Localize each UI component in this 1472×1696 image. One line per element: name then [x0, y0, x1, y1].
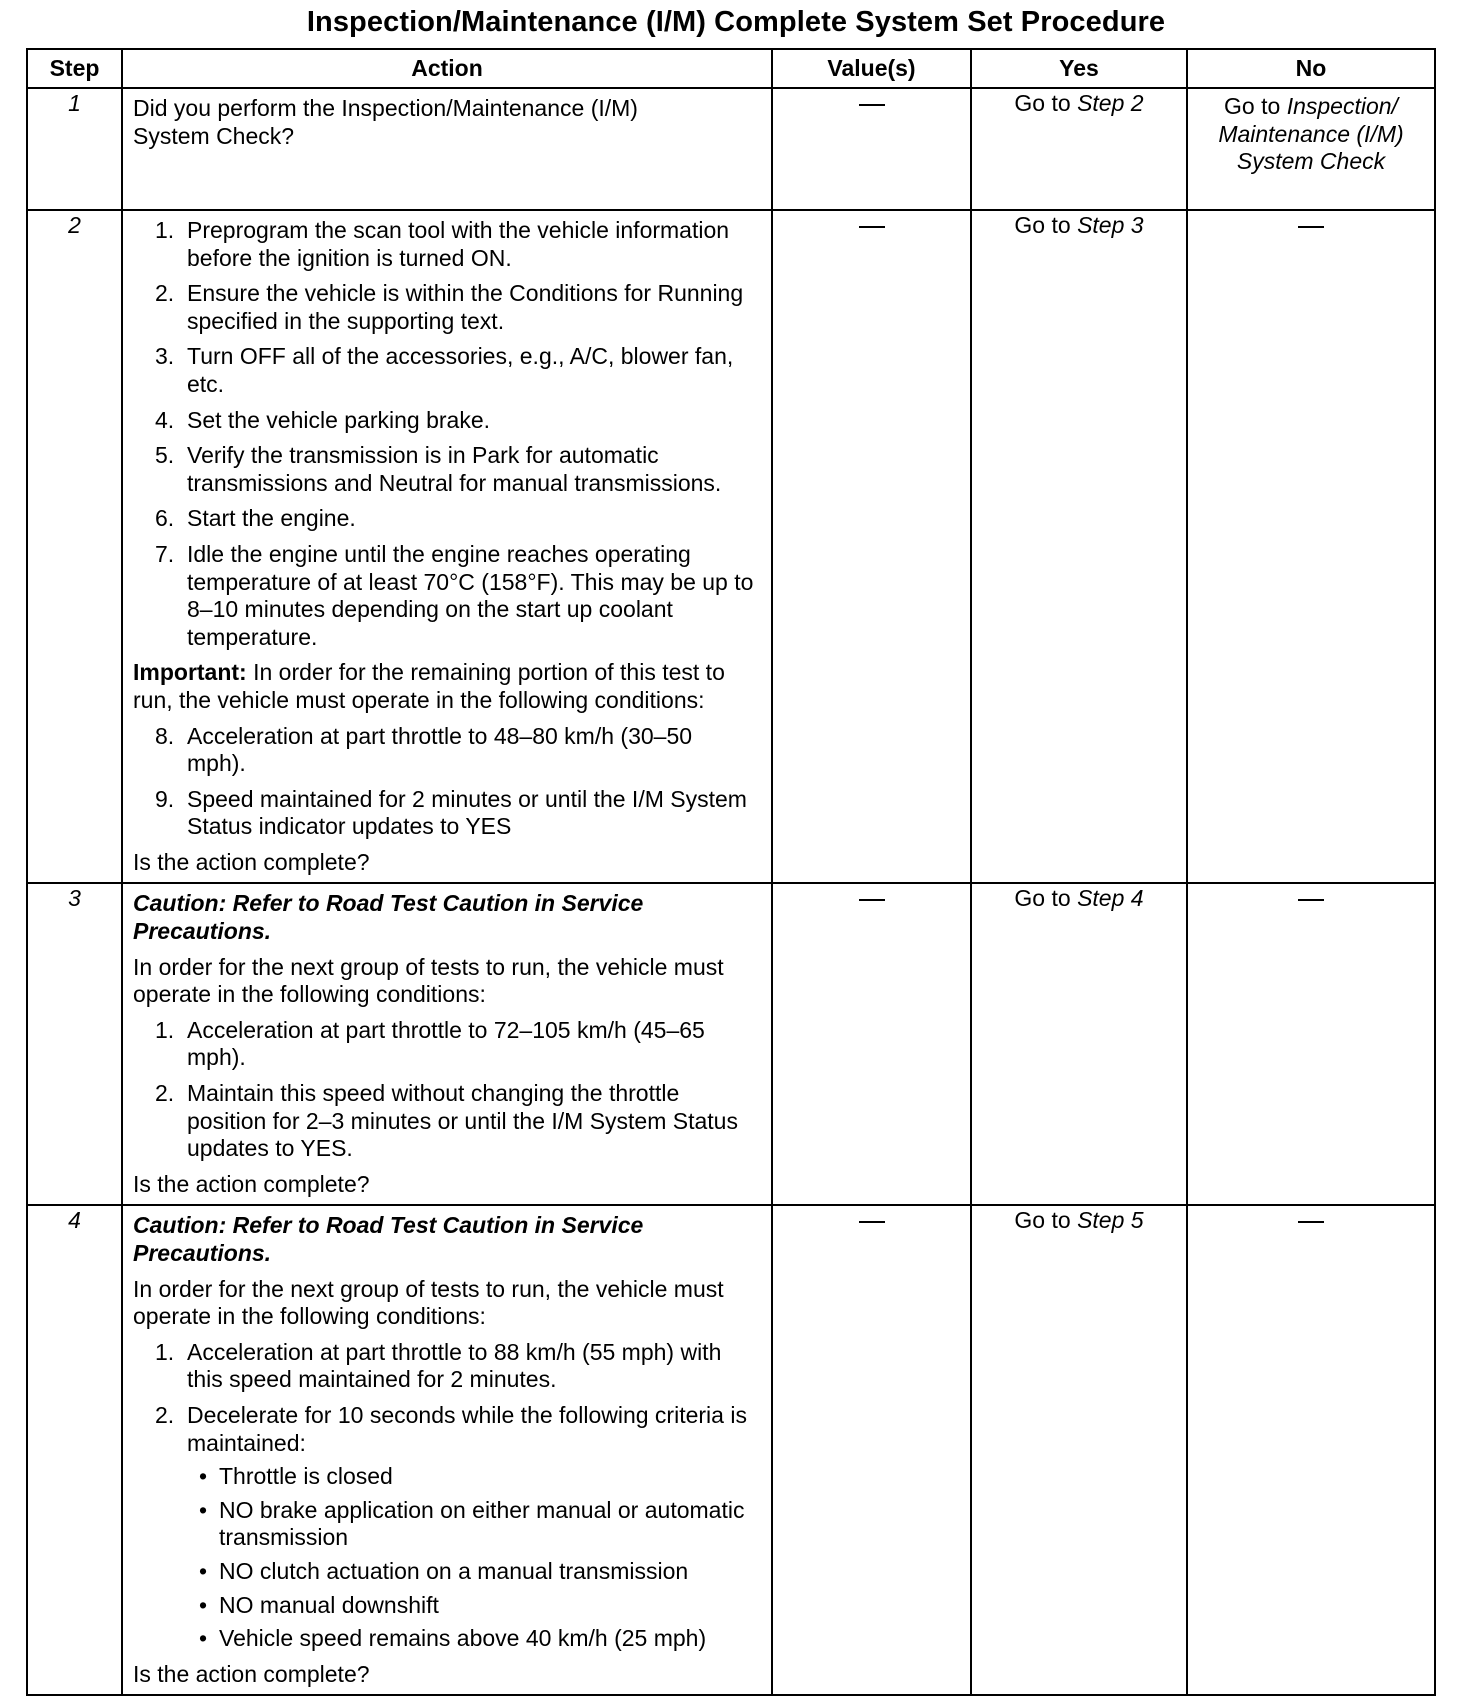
list-item: 1. Acceleration at part throttle to 88 km/h (55 mph) with this speed maintained for 2 minutes.: [155, 1338, 722, 1393]
yes-link[interactable]: Step 4: [1077, 885, 1144, 912]
action-cell: [122, 210, 772, 883]
step-number: 4: [27, 1205, 122, 1695]
value-dash: [859, 104, 885, 106]
caution-note: Caution: Refer to Road Test Caution in Service Precautions.: [133, 890, 644, 945]
table-row-step-4: [27, 1205, 1435, 1695]
header-step: Step: [27, 49, 122, 88]
action-steps: [133, 217, 757, 651]
caution-note: Caution: Refer to Road Test Caution in Service Precautions.: [133, 1212, 644, 1266]
action-cell: [122, 1205, 772, 1695]
action-steps-continued: [133, 723, 757, 841]
yes-link[interactable]: Step 2: [1077, 90, 1144, 116]
no-link[interactable]: Inspection/ Maintenance (I/M) System Check: [1218, 93, 1404, 175]
yes-cell[interactable]: Go to Step 4: [971, 883, 1187, 1205]
action-intro: In order for the next group of tests to run, the vehicle must operate in the following conditions:: [133, 953, 724, 1008]
bullet-item: • Throttle is closed: [199, 1463, 393, 1490]
no-cell: [1187, 210, 1435, 883]
action-steps: [133, 1017, 757, 1163]
list-item: 4. Set the vehicle parking brake.: [155, 406, 491, 433]
no-cell[interactable]: Go to Inspection/ Maintenance (I/M) System Check: [1187, 88, 1435, 210]
action-question: Did you perform the Inspection/Maintenance (I/M) System Check?: [133, 95, 638, 149]
table-row-step-2: [27, 210, 1435, 883]
bullet-item: • NO clutch actuation on a manual transmission: [199, 1557, 689, 1584]
list-item: 3. Turn OFF all of the accessories, e.g., A/C, blower fan, etc.: [155, 343, 734, 397]
list-item: 1. Acceleration at part throttle to 72–105 km/h (45–65 mph).: [155, 1016, 705, 1071]
bullet-item: • NO manual downshift: [199, 1591, 439, 1618]
value-cell: [772, 883, 971, 1205]
action-intro: In order for the next group of tests to run, the vehicle must operate in the following conditions:: [133, 1275, 724, 1330]
list-item: 6. Start the engine.: [155, 505, 356, 532]
header-values: Value(s): [772, 49, 971, 88]
step-number: 3: [27, 883, 122, 1205]
list-item: 9. Speed maintained for 2 minutes or until the I/M System Status indicator updates to YES: [155, 785, 747, 840]
list-item: 2. Maintain this speed without changing the throttle position for 2–3 minutes or until the I/M System Status updates to YES.: [155, 1080, 738, 1162]
no-cell: [1187, 1205, 1435, 1695]
list-item: 7. Idle the engine until the engine reaches operating temperature of at least 70°C (158°F). This may be up to 8–10 minutes depending on the start up coolant temperature.: [155, 540, 754, 650]
value-cell: [772, 210, 971, 883]
action-question: Is the action complete?: [133, 1170, 370, 1197]
table-header-row: [27, 49, 1435, 88]
action-cell: [122, 88, 772, 210]
table-row-step-3: [27, 883, 1435, 1205]
action-steps: [133, 1339, 757, 1653]
step-number: 1: [27, 88, 122, 210]
action-question: Is the action complete?: [133, 848, 370, 875]
value-cell: [772, 1205, 971, 1695]
no-cell: [1187, 883, 1435, 1205]
list-item: 8. Acceleration at part throttle to 48–80 km/h (30–50 mph).: [155, 722, 693, 777]
table-row-step-1: [27, 88, 1435, 210]
value-cell: [772, 88, 971, 210]
action-question: Is the action complete?: [133, 1660, 370, 1687]
action-cell: [122, 883, 772, 1205]
step-number: 2: [27, 210, 122, 883]
page-title: Inspection/Maintenance (I/M) Complete System Set Procedure: [306, 6, 1166, 38]
header-action: Action: [122, 49, 772, 88]
criteria-list: [187, 1463, 757, 1653]
yes-cell[interactable]: Go to Step 5: [971, 1205, 1187, 1695]
yes-link[interactable]: Step 5: [1077, 1207, 1144, 1234]
yes-cell[interactable]: Go to Step 3: [971, 210, 1187, 883]
header-yes: Yes: [971, 49, 1187, 88]
important-note: Important: In order for the remaining portion of this test to run, the vehicle must operate in the following conditions:: [133, 659, 725, 713]
bullet-item: • NO brake application on either manual or automatic transmission: [199, 1496, 745, 1551]
header-no: No: [1187, 49, 1435, 88]
list-item: 2. Decelerate for 10 seconds while the following criteria is maintained: • Throttle is closed • NO brake application on either manual or automatic transmission • NO clutch actuation on a manual transmission • NO manual downshift • Vehicle speed remains above 40 km/h (25 mph): [155, 1402, 757, 1653]
procedure-table: [26, 48, 1436, 1696]
list-item: 2. Ensure the vehicle is within the Conditions for Running specified in the supporting text.: [155, 280, 744, 334]
list-item: 5. Verify the transmission is in Park for automatic transmissions and Neutral for manual transmissions.: [155, 442, 722, 496]
list-item: 1. Preprogram the scan tool with the vehicle information before the ignition is turned ON.: [155, 217, 730, 271]
yes-cell[interactable]: Go to Step 2: [971, 88, 1187, 210]
bullet-item: • Vehicle speed remains above 40 km/h (25 mph): [199, 1625, 707, 1652]
yes-link[interactable]: Step 3: [1077, 212, 1144, 238]
